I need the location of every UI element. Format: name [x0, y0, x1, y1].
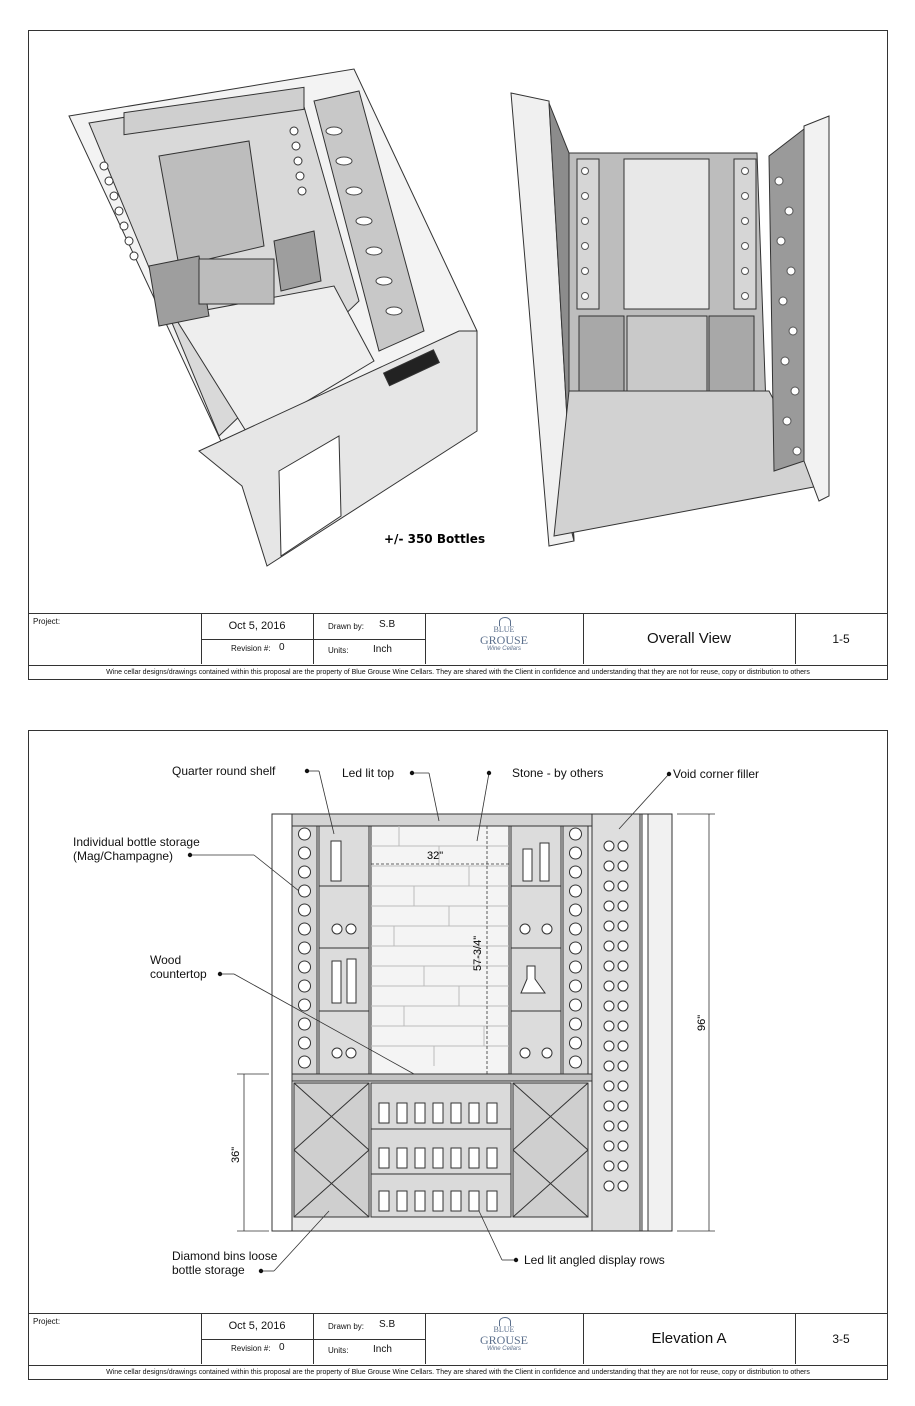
left-diamond-bin	[294, 1083, 369, 1217]
right-diamond-bin	[513, 1083, 588, 1217]
callout-diamond-bins-line1: Diamond bins loose	[172, 1249, 278, 1263]
total-height-dimension-label: 96"	[696, 1014, 708, 1031]
title-block	[29, 1313, 887, 1380]
drawing-title: Overall View	[583, 614, 796, 664]
callout-quarter-round-shelf: Quarter round shelf	[172, 764, 276, 778]
revision-value: 0	[279, 1342, 285, 1353]
revision-value: 0	[279, 642, 285, 653]
page-number: 1-5	[832, 632, 850, 646]
date-cell	[201, 1314, 314, 1364]
callout-wood-countertop-line1: Wood	[150, 953, 182, 967]
width-dimension-label: 32"	[427, 850, 444, 862]
project-cell	[29, 614, 202, 664]
callout-stone: Stone - by others	[512, 766, 604, 780]
drawing-sheet-elevation-a	[28, 730, 888, 1380]
angled-display-rows	[371, 1083, 511, 1217]
base-height-dimension-label: 36"	[230, 1146, 242, 1163]
drawn-by-label: Drawn by:	[328, 622, 365, 631]
logo-line-2: GROUSE	[479, 1333, 528, 1347]
logo-line-2: GROUSE	[479, 633, 528, 647]
callout-void-corner-filler: Void corner filler	[673, 767, 760, 781]
company-logo	[425, 1314, 584, 1364]
date-value: Oct 5, 2016	[201, 614, 313, 640]
wood-countertop	[292, 1074, 592, 1081]
project-cell	[29, 1314, 202, 1364]
project-label: Project:	[33, 617, 61, 626]
page-number: 3-5	[832, 1332, 850, 1346]
perspective-cellar-view	[511, 93, 829, 546]
bottle-count-caption: +/- 350 Bottles	[384, 532, 486, 546]
confidentiality-note: Wine cellar designs/drawings contained within this proposal are the property of Blue Grouse Wine Cellars. They are shared with the Client in confidence and understanding that they are not for reuse, copy or distribution to others	[29, 1365, 887, 1380]
isometric-cellar-view	[69, 69, 477, 566]
callout-wood-countertop-line2: countertop	[150, 967, 207, 981]
company-logo	[425, 614, 584, 664]
logo-line-3: Wine Cellars	[487, 1346, 521, 1352]
drawing-sheet-overall-view	[28, 30, 888, 680]
logo-line-1: BLUE	[493, 625, 515, 634]
date-cell	[201, 614, 314, 664]
callout-diamond-bins-line2: bottle storage	[172, 1263, 245, 1277]
wall-rack	[592, 814, 640, 1231]
units-value: Inch	[373, 644, 392, 655]
logo-line-1: BLUE	[493, 1325, 515, 1334]
callout-led-display-rows: Led lit angled display rows	[524, 1253, 665, 1267]
logo-line-3: Wine Cellars	[487, 646, 521, 652]
drawn-by-cell	[313, 614, 426, 664]
drawn-by-label: Drawn by:	[328, 1322, 365, 1331]
stone-panel	[371, 826, 509, 1074]
project-label: Project:	[33, 1317, 61, 1326]
elevation-drawing	[29, 731, 887, 1311]
revision-label: Revision #:	[231, 1344, 271, 1353]
drawn-by-cell	[313, 1314, 426, 1364]
date-value: Oct 5, 2016	[201, 1314, 313, 1340]
units-value: Inch	[373, 1344, 392, 1355]
stone-height-dimension-label: 57-3/4"	[472, 935, 484, 971]
callout-led-lit-top: Led lit top	[342, 766, 395, 780]
drawn-by-value: S.B	[379, 619, 396, 630]
drawing-title: Elevation A	[583, 1314, 796, 1364]
units-label: Units:	[328, 646, 349, 655]
callout-individual-bottle-storage: Individual bottle storage	[73, 835, 200, 849]
overall-view-renderings	[29, 31, 887, 611]
confidentiality-note: Wine cellar designs/drawings contained within this proposal are the property of Blue Grouse Wine Cellars. They are shared with the Client in confidence and understanding that they are not for reuse, copy or distribution to others	[29, 665, 887, 680]
left-display-shelves	[319, 826, 369, 1074]
revision-label: Revision #:	[231, 644, 271, 653]
title-block	[29, 613, 887, 680]
units-label: Units:	[328, 1346, 349, 1355]
callout-individual-bottle-storage-type: (Mag/Champagne)	[73, 849, 174, 863]
right-display-shelves	[511, 826, 561, 1074]
drawn-by-value: S.B	[379, 1319, 396, 1330]
